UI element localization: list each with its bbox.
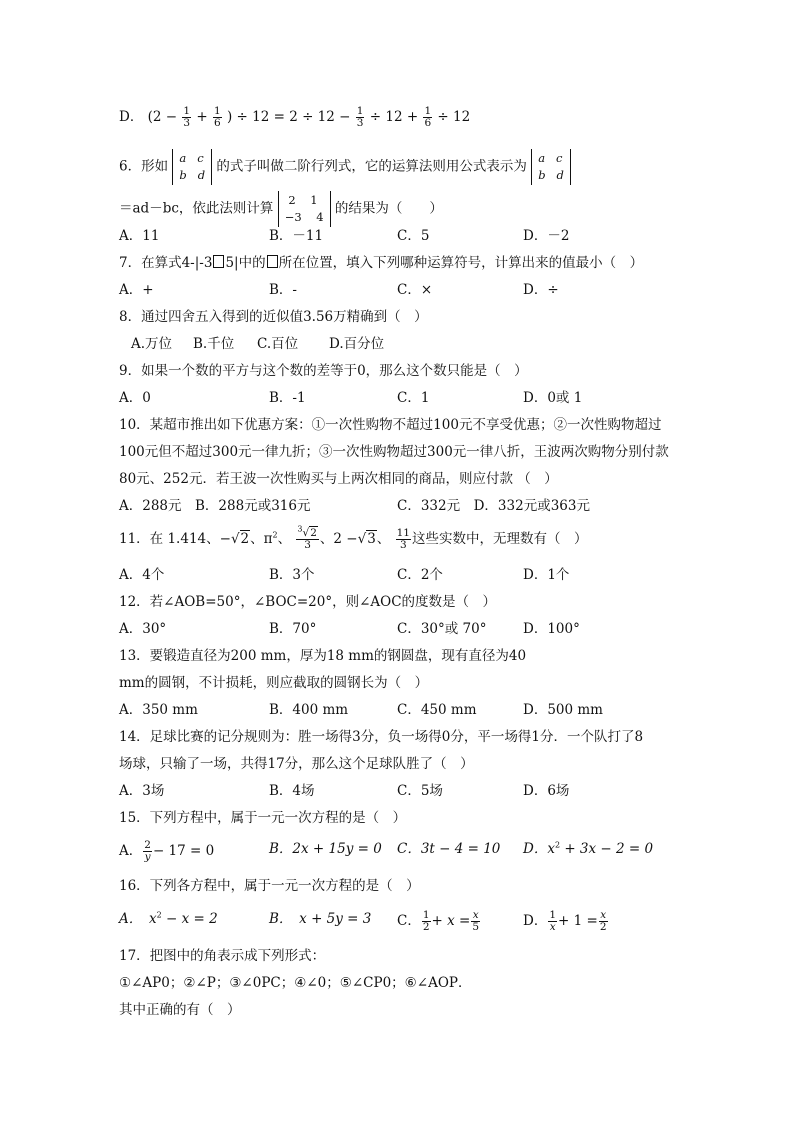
question-text: ＝ad－bc，依此法则计算 <box>119 200 274 217</box>
question-text: 、 <box>376 531 391 547</box>
option-b[interactable]: B．－11 <box>269 228 324 244</box>
option-c[interactable]: C．5场 <box>397 783 443 799</box>
question-10-line3 <box>119 470 694 488</box>
option-b[interactable]: B．4场 <box>269 783 315 799</box>
frac-den: 3 <box>356 117 364 129</box>
expr-part: (2 − <box>147 109 178 125</box>
option-a[interactable] <box>119 910 218 928</box>
option-d[interactable] <box>523 840 653 858</box>
frac-den: 2 <box>599 921 607 933</box>
expr-part: ÷ 12 <box>437 109 471 125</box>
frac-den: 3 <box>304 539 311 551</box>
option-text: + 1 = <box>558 913 598 929</box>
sqrt-sign-icon: √ <box>230 531 240 547</box>
option-a[interactable]: A．0 <box>119 390 151 406</box>
option-a[interactable]: A．4个 <box>119 567 165 583</box>
option-d[interactable]: D．500 mm <box>523 702 603 718</box>
blank-box-icon <box>213 255 224 268</box>
option-c[interactable] <box>397 910 481 933</box>
frac-num: 1 <box>422 909 430 921</box>
radicand: 2 <box>240 531 250 547</box>
determinant-symbolic <box>531 149 571 185</box>
question-text: 、 <box>277 531 292 547</box>
question-text: ①∠AP0；②∠P；③∠0PC；④∠0；⑤∠CP0；⑥∠AOP． <box>119 975 472 991</box>
frac-num: 2 <box>144 839 151 851</box>
option-a[interactable]: A．3场 <box>119 783 165 799</box>
question-13-line2 <box>119 674 694 692</box>
question-17-line2 <box>119 974 694 992</box>
det-row: b d <box>538 168 564 182</box>
root-index: 3 <box>297 524 303 534</box>
frac-den: 3 <box>399 539 407 551</box>
option-label: D． <box>119 109 144 125</box>
question-text: 6．形如 <box>119 158 169 175</box>
exponent: 2 <box>156 910 162 920</box>
question-7 <box>119 254 694 272</box>
question-13-line1 <box>119 647 694 665</box>
frac-num: 1 <box>356 105 364 117</box>
frac-den: x <box>549 921 556 933</box>
question-text: 11．在 1.414、− <box>119 531 231 547</box>
option-d[interactable]: D．6场 <box>523 783 570 799</box>
question-text: 5|中的 <box>225 255 266 271</box>
option-d[interactable]: D．0或 1 <box>523 390 583 406</box>
question-text: 、π <box>250 531 273 547</box>
option-c[interactable]: C．1 <box>397 390 430 406</box>
option-b[interactable]: B．2x + 15y = 0 <box>269 841 382 857</box>
option-a[interactable]: A．11 <box>119 228 160 244</box>
option-text: + x = <box>431 913 471 929</box>
option-a[interactable] <box>119 840 214 863</box>
option-d[interactable]: D．÷ <box>523 282 559 298</box>
option-ab[interactable]: A．288元 B．288元或316元 <box>119 498 311 514</box>
frac-den: 6 <box>424 117 432 129</box>
fraction <box>356 106 365 129</box>
question-text: 这些实数中，无理数有（ ） <box>411 531 588 547</box>
exponent: 2 <box>554 840 561 850</box>
frac-den: 3 <box>183 117 191 129</box>
option-c[interactable]: C．3t − 4 = 10 <box>397 841 501 857</box>
fraction <box>143 840 152 863</box>
question-15 <box>119 809 694 827</box>
question-text: 8．通过四舍五入得到的近似值3.56万精确到（ ） <box>119 309 428 325</box>
question-14-line2 <box>119 755 694 773</box>
question-text: 、2 − <box>319 531 358 547</box>
frac-num: 1 <box>424 105 432 117</box>
option-text: − 17 = 0 <box>152 843 215 859</box>
question-17-line3 <box>119 1001 694 1019</box>
determinant-numeric <box>278 191 331 227</box>
det-row: b d <box>179 168 206 182</box>
frac-den: 5 <box>472 921 480 933</box>
fraction <box>471 910 480 933</box>
question-text: 80元、252元．若王波一次性购买与上两次相同的商品，则应付款 （ ） <box>119 471 558 487</box>
blank-box-icon <box>267 255 278 268</box>
option-c[interactable]: C．30°或 70° <box>397 621 487 637</box>
fraction <box>396 528 411 551</box>
option-text: − x = 2 <box>161 911 218 927</box>
frac-num: 11 <box>396 527 410 539</box>
question-text: 12．若∠AOB=50°，∠BOC=20°，则∠AOC的度数是（ ） <box>119 594 497 610</box>
fraction <box>599 910 608 933</box>
option-text: + 3x − 2 = 0 <box>560 841 654 857</box>
det-row: a c <box>538 151 563 165</box>
det-row: 2 1 <box>284 193 318 207</box>
question-text: 16．下列各方程中，属于一元一次方程的是（ ） <box>119 878 420 894</box>
sqrt-sign-icon: √ <box>357 531 367 547</box>
question-text: 100元但不超过300元一律九折；③一次性购物超过300元一律八折，王波两次购物分别付款 <box>119 444 669 460</box>
question-text: 的式子叫做二阶行列式，它的运算法则用公式表示为 <box>216 158 527 175</box>
question-11 <box>119 524 694 551</box>
question-text: 15．下列方程中，属于一元一次方程的是（ ） <box>119 810 407 826</box>
question-6-line2 <box>119 191 694 227</box>
option-b[interactable]: B．70° <box>269 621 317 637</box>
option-b[interactable]: B．-1 <box>269 390 306 406</box>
question-d-option <box>119 106 694 129</box>
frac-den: 2 <box>422 921 430 933</box>
option-cd[interactable]: C．332元 D．332元或363元 <box>397 498 590 514</box>
option-c[interactable]: C.百位 <box>257 336 299 352</box>
option-b[interactable]: B．- <box>269 282 297 298</box>
question-text: 10．某超市推出如下优惠方案：①一次性购物不超过100元不享受优惠；②一次性购物超过 <box>119 417 662 433</box>
det-row: −3 4 <box>284 210 324 224</box>
fraction <box>422 910 431 933</box>
question-text: 场球，只输了一场，共得17分，那么这个足球队胜了（ ） <box>119 756 474 772</box>
determinant-symbolic <box>172 149 212 185</box>
question-text: 14．足球比赛的记分规则为：胜一场得3分，负一场得0分，平一场得1分．一个队打了8 <box>119 729 644 745</box>
option-text: A． x <box>119 911 157 927</box>
question-text: mm的圆钢，不计损耗，则应截取的圆钢长为（ ） <box>119 675 429 691</box>
fraction <box>548 910 557 933</box>
option-d[interactable]: D．1个 <box>523 567 570 583</box>
frac-den: 6 <box>213 117 221 129</box>
option-a[interactable]: A．+ <box>119 282 154 298</box>
question-9 <box>119 362 694 380</box>
radicand: 3 <box>367 531 376 547</box>
question-text: 17．把图中的角表示成下列形式： <box>119 948 326 964</box>
expr-part: ÷ 12 + <box>369 109 419 125</box>
frac-num: 1 <box>213 105 221 117</box>
question-text: 7．在算式4-|-3 <box>119 255 213 271</box>
question-10-line2 <box>119 443 694 461</box>
option-b[interactable]: B．400 mm <box>269 702 349 718</box>
question-6 <box>119 149 694 185</box>
question-10-line1 <box>119 416 694 434</box>
frac-num: 1 <box>183 105 191 117</box>
option-b[interactable]: B．3个 <box>269 567 315 583</box>
option-text: D．x <box>523 841 555 857</box>
frac-num: 1 <box>549 909 557 921</box>
question-text: 的结果为（ ） <box>334 200 443 217</box>
option-label: A． <box>119 843 143 859</box>
question-8 <box>119 308 694 326</box>
fraction: $\frac{^3√2}{3}$ <box>297 524 317 551</box>
option-d[interactable]: D.百分位 <box>329 336 385 352</box>
question-text: 9．如果一个数的平方与这个数的差等于0，那么这个数只能是（ ） <box>119 363 528 379</box>
option-b[interactable]: B． x + 5y = 3 <box>269 911 372 927</box>
frac-den: y <box>144 851 151 863</box>
det-row: a c <box>179 151 204 165</box>
question-text: 其中正确的有（ ） <box>119 1002 241 1018</box>
question-text: 所在位置，填入下列哪种运算符号，计算出来的值最小（ ） <box>278 255 644 271</box>
option-a[interactable]: A.万位 <box>131 336 173 352</box>
expr-part: + <box>196 109 208 125</box>
question-text: 13．要锻造直径为200 mm，厚为18 mm的钢圆盘，现有直径为40 <box>119 648 527 664</box>
option-label: C． <box>397 913 421 929</box>
option-c[interactable]: C．× <box>397 282 433 298</box>
frac-num: x <box>600 909 607 921</box>
option-label: D． <box>523 913 548 929</box>
option-b[interactable]: B.千位 <box>193 336 235 352</box>
option-a[interactable]: A．30° <box>119 621 167 637</box>
fraction <box>213 106 222 129</box>
question-16 <box>119 877 694 895</box>
expr-part: ) ÷ 12 = 2 ÷ 12 − <box>226 109 351 125</box>
fraction <box>423 106 432 129</box>
option-d[interactable]: D．100° <box>523 621 580 637</box>
exponent: 2 <box>272 530 278 540</box>
question-14-line1 <box>119 728 694 746</box>
option-a[interactable]: A．350 mm <box>119 702 198 718</box>
option-c[interactable]: C．450 mm <box>397 702 477 718</box>
radicand: 2 <box>310 527 317 539</box>
frac-num: x <box>472 909 479 921</box>
option-c[interactable]: C．5 <box>397 228 430 244</box>
option-d[interactable]: D．－2 <box>523 228 570 244</box>
question-12 <box>119 593 694 611</box>
option-d[interactable] <box>523 910 609 933</box>
option-c[interactable]: C．2个 <box>397 567 443 583</box>
fraction <box>182 106 191 129</box>
question-17-line1 <box>119 947 694 965</box>
